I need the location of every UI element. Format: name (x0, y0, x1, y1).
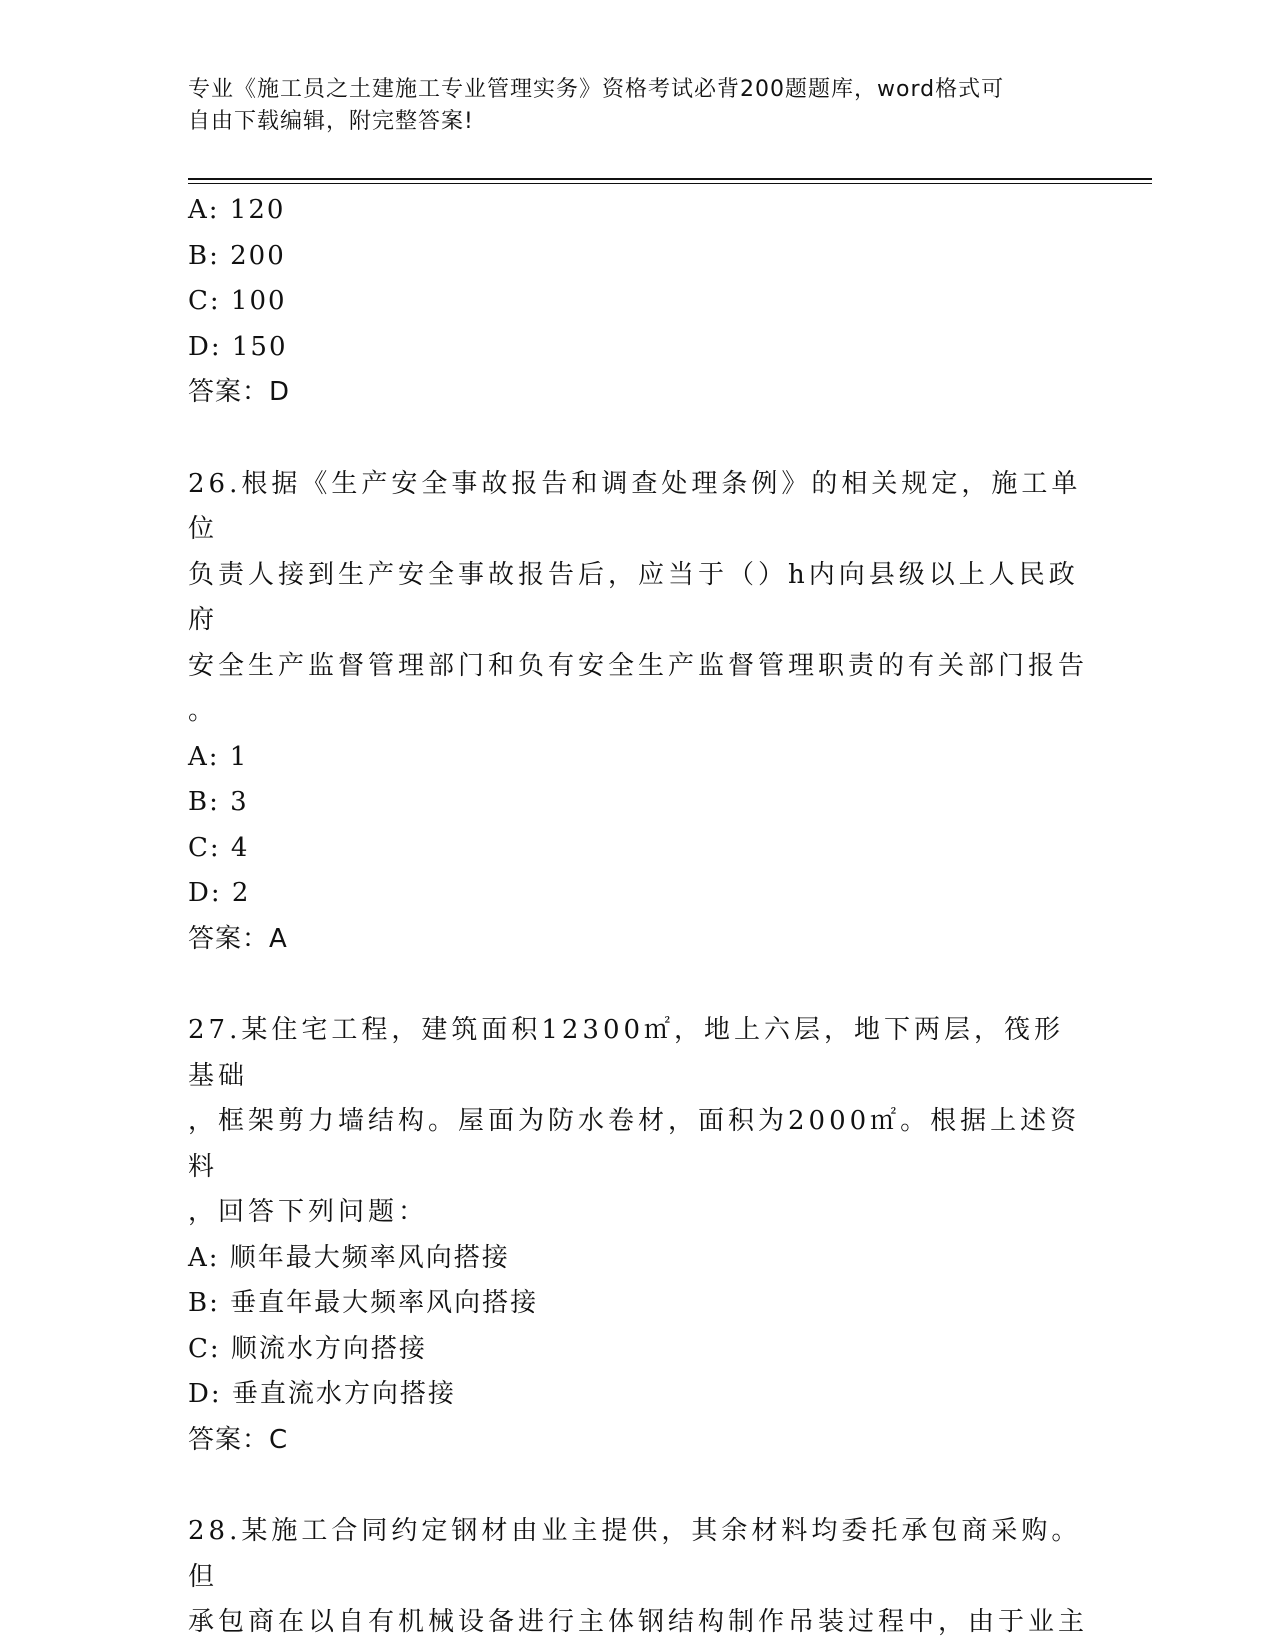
option-a: A: 顺年最大频率风向搭接 (188, 1242, 510, 1273)
document-header (188, 74, 1068, 138)
question-list (188, 188, 1088, 1646)
option-b: B: 200 (188, 240, 286, 271)
header-rule-thin (188, 183, 1152, 184)
question-text-line: 。 (188, 696, 219, 726)
question-28 (188, 1509, 1088, 1646)
option-c: C: 顺流水方向搭接 (188, 1333, 427, 1364)
option-d: D: 2 (188, 878, 251, 908)
question-text-line: ，回答下列问题： (188, 1197, 429, 1227)
question-27 (188, 1008, 1088, 1463)
option-b: B: 3 (188, 787, 249, 817)
question-text-line: 安全生产监督管理部门和负有安全生产监督管理职责的有关部门报告 (188, 650, 1089, 681)
option-a: A: 1 (188, 741, 249, 772)
question-26 (188, 462, 1088, 963)
question-text (188, 1008, 1088, 1236)
spacer (188, 962, 1088, 1008)
question-text-line: 27.某住宅工程，建筑面积12300㎡，地上六层，地下两层，筏形基础 (188, 1015, 1065, 1091)
header-line-2: 自由下载编辑，附完整答案! (188, 109, 474, 134)
question-25 (188, 188, 1088, 416)
option-a: A: 120 (188, 195, 286, 225)
option-d: D: 150 (188, 331, 288, 362)
question-text-line: 承包商在以自有机械设备进行主体钢结构制作吊装过程中，由于业主 (188, 1607, 1089, 1637)
option-c: C: 4 (188, 832, 250, 863)
question-text-line: 负责人接到生产安全事故报告后，应当于（）h内向县级以上人民政府 (188, 559, 1079, 635)
spacer (188, 416, 1088, 462)
answer-line: 答案：C (188, 1424, 289, 1455)
answer-line: 答案：A (188, 923, 288, 954)
question-text-line: 26.根据《生产安全事故报告和调查处理条例》的相关规定，施工单位 (188, 468, 1082, 544)
header-line-1: 专业《施工员之土建施工专业管理实务》资格考试必背200题题库，word格式可 (188, 77, 1005, 102)
option-b: B: 垂直年最大频率风向搭接 (188, 1288, 539, 1318)
answer-line: 答案：D (188, 377, 291, 407)
option-c: C: 100 (188, 286, 287, 316)
option-d: D: 垂直流水方向搭接 (188, 1379, 456, 1409)
spacer (188, 1463, 1088, 1509)
question-text (188, 1509, 1088, 1646)
question-text (188, 462, 1088, 735)
question-text-line: ，框架剪力墙结构。屋面为防水卷材，面积为2000㎡。根据上述资料 (188, 1106, 1081, 1182)
header-rule-thick (188, 178, 1152, 180)
question-text-line: 28.某施工合同约定钢材由业主提供，其余材料均委托承包商采购。但 (188, 1516, 1082, 1592)
